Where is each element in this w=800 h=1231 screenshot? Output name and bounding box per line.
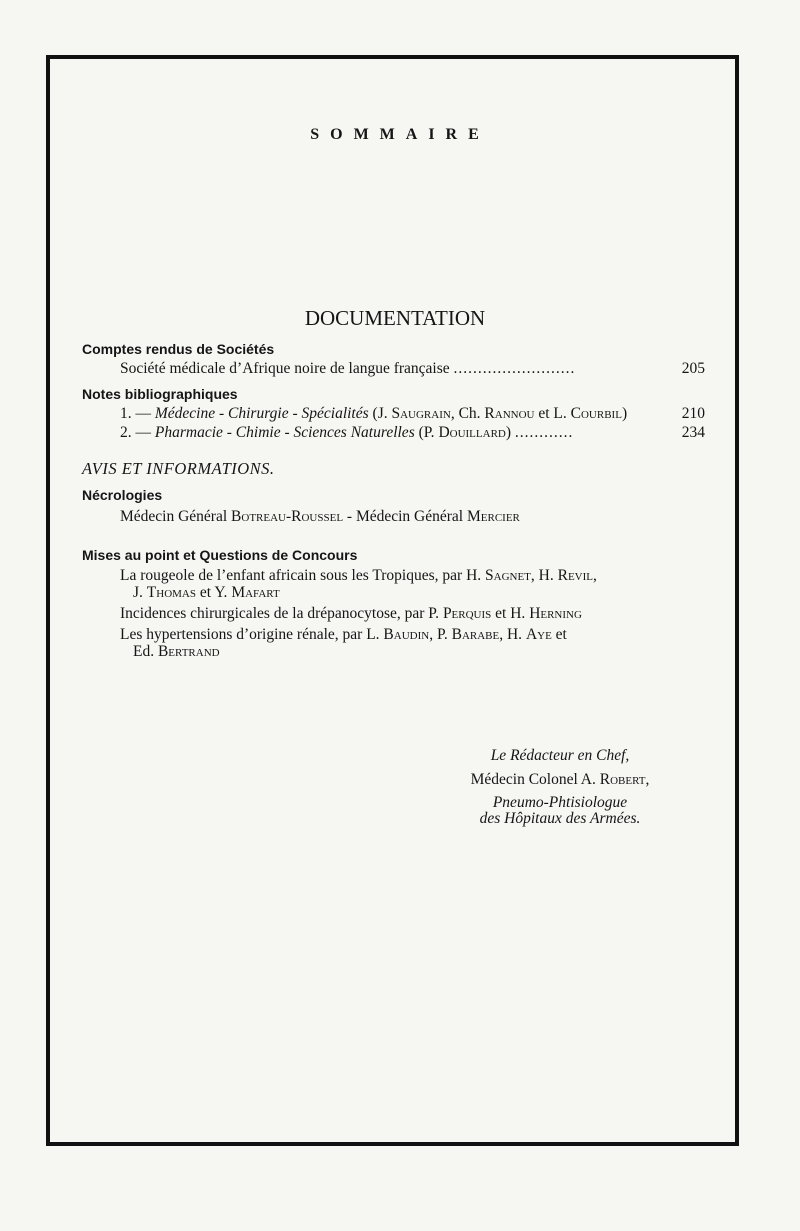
notes-item-1: 1. — Médecine - Chirurgie - Spécialités (J. Saugrain, Ch. Rannou et L. Courbil) [120,405,628,422]
documentation-heading: DOCUMENTATION [304,306,486,330]
notes-heading: Notes bibliographiques [82,386,238,402]
signature-specialty: Pneumo-Phtisiologue [492,794,628,811]
mises-item-1-cont: J. Thomas et Y. Mafart [133,584,280,601]
signature-hospital: des Hôpitaux des Armées. [479,810,641,827]
mises-item-1: La rougeole de l’enfant africain sous les Tropiques, par H. Sagnet, H. Revil, [120,567,597,584]
comptes-rendus-heading: Comptes rendus de Sociétés [82,341,275,357]
comptes-rendus-item: Société médicale d’Afrique noire de langue française ......................... [120,360,576,377]
necrologies-item: Médecin Général Botreau-Roussel - Médecin Général Mercier [120,508,520,525]
mises-item-3: Les hypertensions d’origine rénale, par L. Baudin, P. Barabe, H. Aye et [120,626,567,643]
page-number: 210 [681,405,705,422]
page-number: 234 [681,424,705,441]
mises-item-3-cont: Ed. Bertrand [133,643,220,660]
mises-au-point-heading: Mises au point et Questions de Concours [82,547,358,563]
page-number: 205 [681,360,705,377]
page-title: SOMMAIRE [310,126,490,143]
necrologies-heading: Nécrologies [82,487,163,503]
avis-heading: AVIS ET INFORMATIONS. [82,459,275,478]
notes-item-2: 2. — Pharmacie - Chimie - Sciences Naturelles (P. Douillard) ............ [120,424,574,441]
mises-item-2: Incidences chirurgicales de la drépanocytose, par P. Perquis et H. Herning [120,605,582,622]
signature-name: Médecin Colonel A. Robert, [470,771,650,788]
signature-role: Le Rédacteur en Chef, [490,747,630,764]
